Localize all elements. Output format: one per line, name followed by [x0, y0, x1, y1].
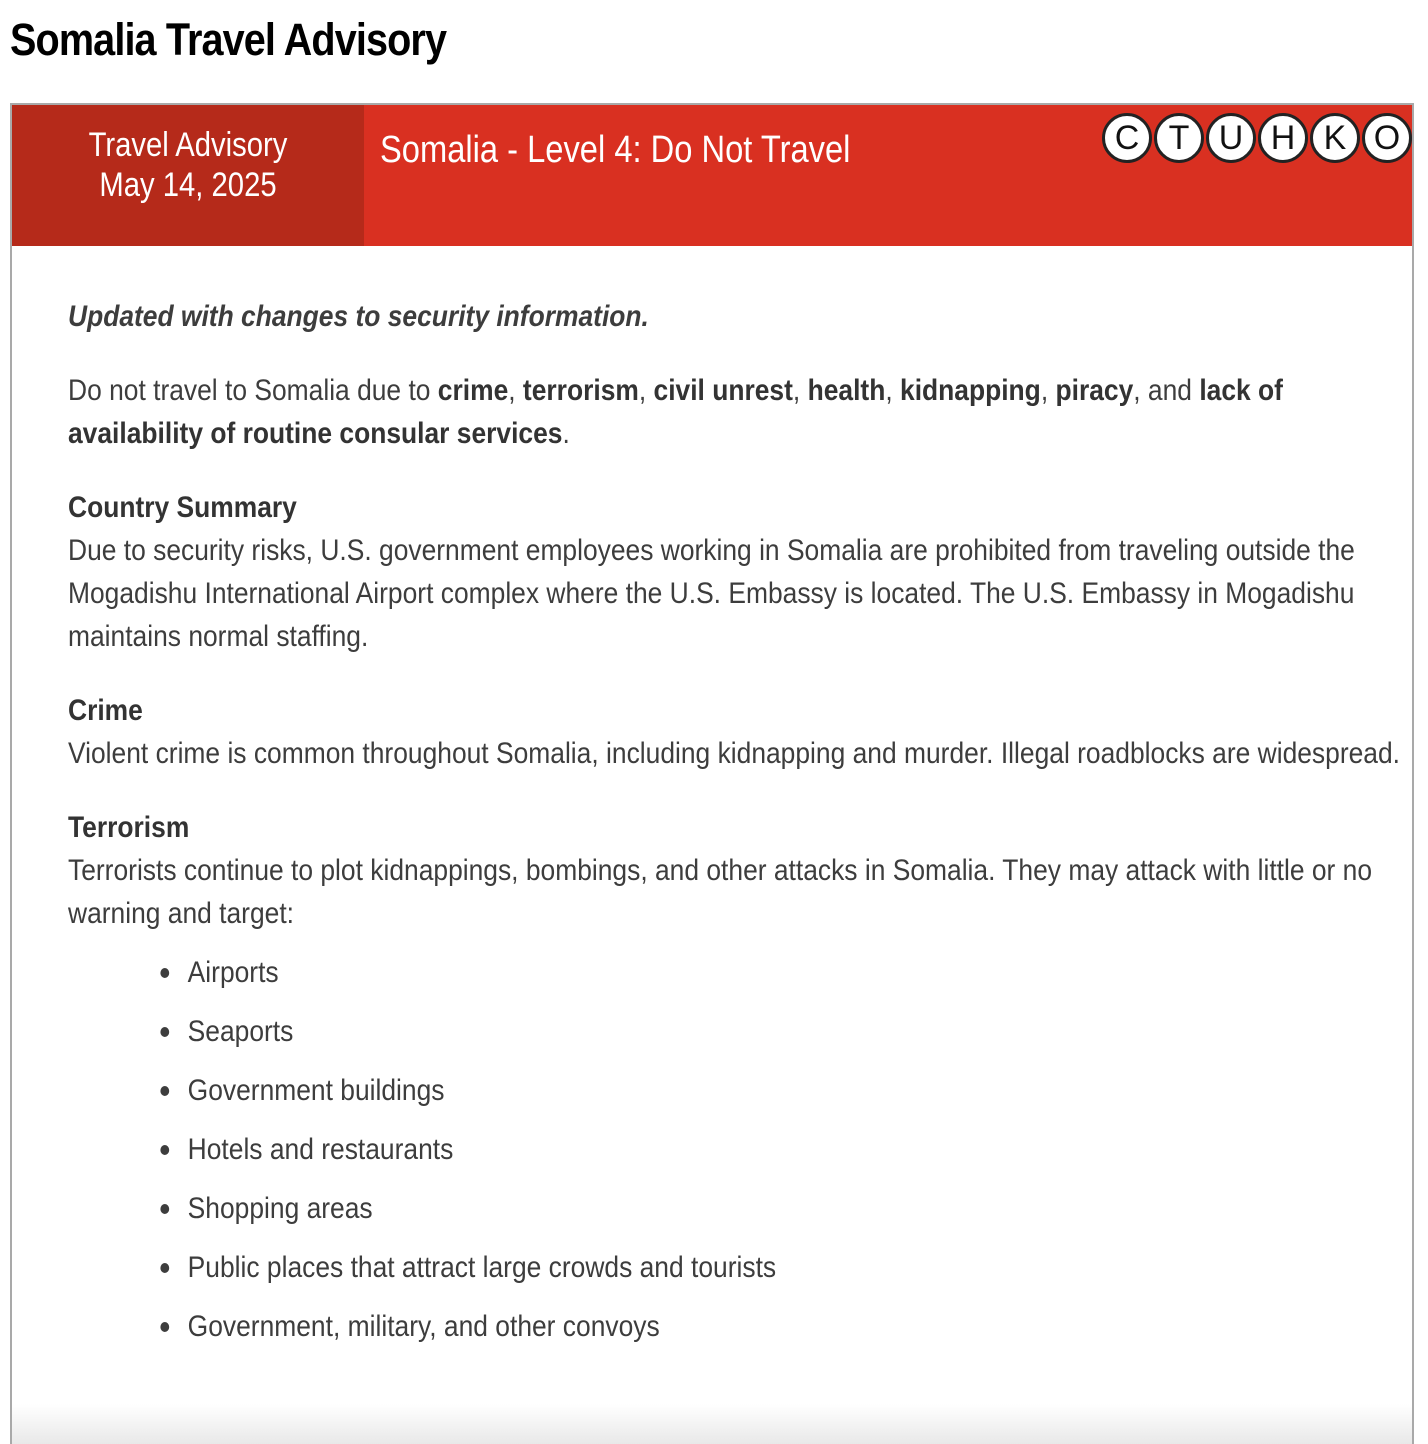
risk-health: health	[807, 374, 886, 407]
country-summary-text: Due to security risks, U.S. government employees working in Somalia are prohibited from traveling outside the Mogadishu International Airport complex where the U.S. Embassy is located. The U.S. Embassy in Mogadishu maintains normal staffing.	[68, 534, 1355, 653]
list-item-text: Shopping areas	[187, 1192, 373, 1225]
separator: ,	[1040, 374, 1056, 407]
indicator-crime[interactable]: C	[1102, 113, 1152, 163]
risk-civil-unrest: civil unrest	[653, 374, 793, 407]
list-item-text: Government, military, and other convoys	[187, 1310, 660, 1343]
indicator-health[interactable]: H	[1258, 113, 1308, 163]
risk-kidnapping: kidnapping	[900, 374, 1041, 407]
list-item	[68, 1002, 1414, 1061]
page-title: Somalia Travel Advisory	[10, 14, 447, 65]
advisory-date: May 14, 2025	[99, 166, 277, 204]
list-item-text: Airports	[187, 956, 279, 989]
list-item	[68, 1297, 1414, 1356]
bullet-icon	[160, 1263, 169, 1273]
separator: ,	[508, 374, 523, 407]
list-item	[68, 1120, 1414, 1179]
indicator-kidnapping[interactable]: K	[1310, 113, 1360, 163]
intro-paragraph	[68, 369, 1344, 455]
list-item	[68, 943, 1414, 1002]
update-note: Updated with changes to security information.	[68, 300, 649, 333]
separator: ,	[638, 374, 654, 407]
intro-prefix: Do not travel to Somalia due to	[68, 374, 438, 407]
crime-text: Violent crime is common throughout Somalia, including kidnapping and murder. Illegal roadblocks are widespread.	[68, 737, 1400, 770]
country-summary-heading: Country Summary	[68, 491, 297, 524]
bullet-icon	[160, 1086, 169, 1096]
list-item	[68, 1179, 1414, 1238]
list-item-text: Public places that attract large crowds and tourists	[187, 1251, 777, 1284]
advisory-container	[10, 103, 1414, 1444]
crime-section	[68, 689, 1414, 775]
bullet-icon	[160, 1204, 169, 1214]
list-item	[68, 1061, 1414, 1120]
risk-terrorism: terrorism	[522, 374, 639, 407]
separator: , and	[1133, 374, 1200, 407]
list-item	[68, 1238, 1414, 1297]
indicator-other[interactable]: O	[1362, 113, 1412, 163]
scroll-fade	[12, 1404, 1414, 1444]
risk-piracy: piracy	[1055, 374, 1134, 407]
terrorism-text: Terrorists continue to plot kidnappings, bombings, and other attacks in Somalia. They may attack with little or no warning and target:	[68, 854, 1373, 930]
bullet-icon	[160, 1322, 169, 1332]
list-item-text: Government buildings	[187, 1074, 445, 1107]
list-item-text: Hotels and restaurants	[187, 1133, 454, 1166]
crime-heading: Crime	[68, 694, 143, 727]
terrorism-target-list	[68, 943, 1414, 1356]
advisory-content	[68, 295, 1400, 1387]
risk-consular-services: lack of availability of routine consular services	[68, 374, 1283, 450]
separator: ,	[792, 374, 808, 407]
terrorism-section	[68, 806, 1414, 1356]
advisory-label: Travel Advisory	[88, 126, 288, 164]
risk-indicators	[1102, 113, 1412, 163]
separator: ,	[885, 374, 901, 407]
intro-suffix: .	[562, 417, 570, 450]
country-summary-section	[68, 486, 1370, 658]
terrorism-heading: Terrorism	[68, 811, 190, 844]
bullet-icon	[160, 1145, 169, 1155]
advisory-banner	[12, 105, 1414, 246]
indicator-terrorism[interactable]: T	[1154, 113, 1204, 163]
risk-crime: crime	[437, 374, 509, 407]
bullet-icon	[160, 968, 169, 978]
list-item-text: Seaports	[187, 1015, 294, 1048]
advisory-level-title: Somalia - Level 4: Do Not Travel	[380, 129, 851, 171]
indicator-unrest[interactable]: U	[1206, 113, 1256, 163]
date-panel	[12, 105, 364, 246]
bullet-icon	[160, 1027, 169, 1037]
